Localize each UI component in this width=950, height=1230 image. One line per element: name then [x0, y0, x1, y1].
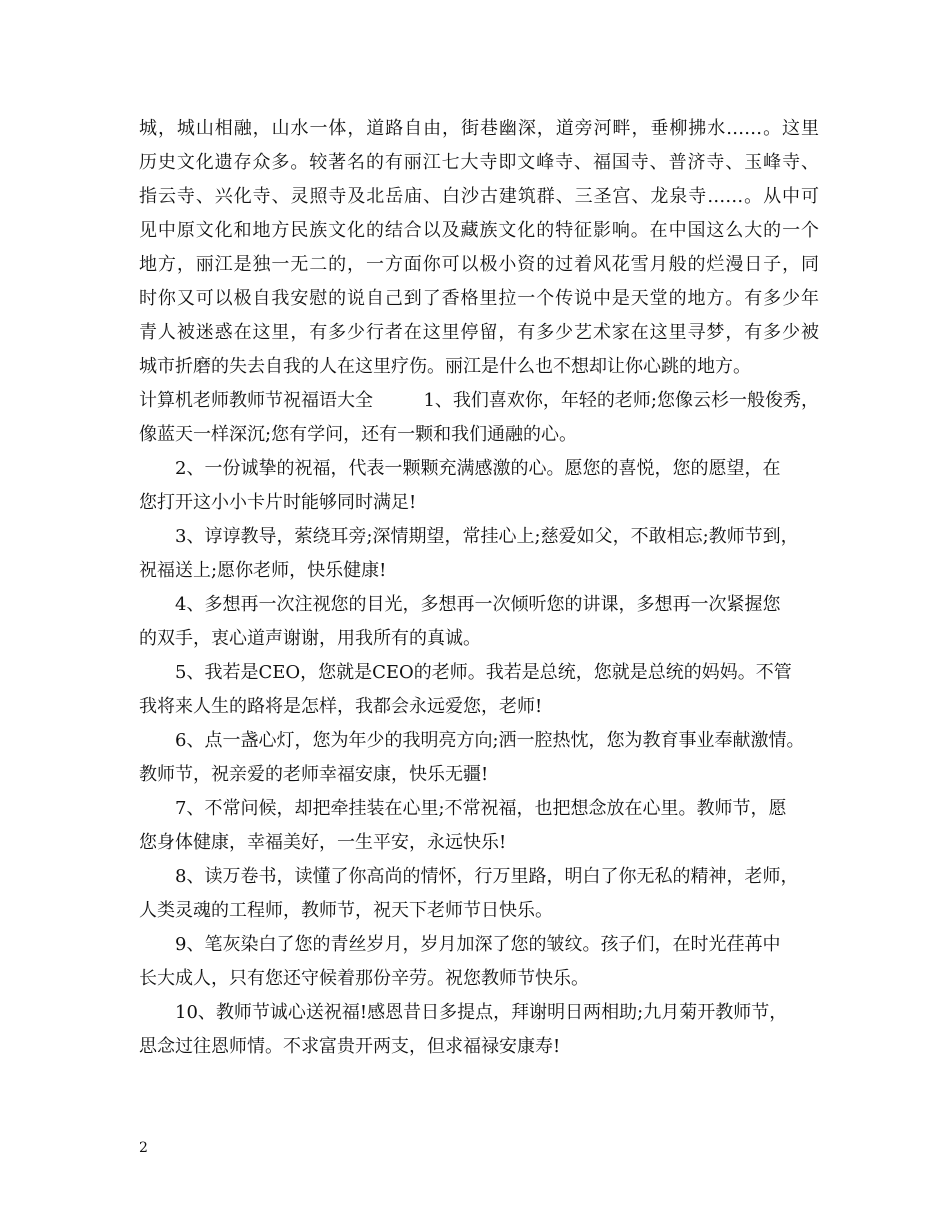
wish-item-4 [139, 588, 819, 656]
text-line: 青人被迷惑在这里，有多少行者在这里停留，有多少艺术家在这里寻梦，有多少被 [139, 322, 819, 343]
wish-line-first: 3、谆谆教导，萦绕耳旁;深情期望，常挂心上;慈爱如父，不敢相忘;教师节到， [175, 526, 799, 547]
wish-line-first: 8、读万卷书，读懂了你高尚的情怀，行万里路，明白了你无私的精神，老师， [175, 866, 799, 887]
intro-paragraph [139, 112, 819, 384]
wish-line-first: 7、不常问候，却把牵挂装在心里;不常祝福，也把想念放在心里。教师节，愿 [175, 798, 787, 819]
wish-line-second: 人类灵魂的工程师，教师节，祝天下老师节日快乐。 [139, 900, 553, 921]
section-title: 计算机老师教师节祝福语大全 [139, 390, 373, 411]
text-line: 城，城山相融，山水一体，道路自由，街巷幽深，道旁河畔，垂柳拂水……。这里 [139, 118, 819, 139]
text-line: 见中原文化和地方民族文化的结合以及藏族文化的特征影响。在中国这么大的一个 [139, 220, 819, 241]
wish-item-10 [139, 996, 819, 1064]
wish-text: 1、我们喜欢你，年轻的老师;您像云杉一般俊秀， [423, 390, 819, 411]
page-number: 2 [139, 1140, 148, 1156]
document-body [139, 112, 819, 1064]
text-line: 指云寺、兴化寺、灵照寺及北岳庙、白沙古建筑群、三圣宫、龙泉寺……。从中可 [139, 186, 819, 207]
text-line: 地方，丽江是独一无二的，一方面你可以极小资的过着风花雪月般的烂漫日子，同 [139, 254, 819, 275]
wish-line-first: 6、点一盏心灯，您为年少的我明亮方向;洒一腔热忱，您为教育事业奉献激情。 [175, 730, 805, 751]
wish-item-5 [139, 656, 819, 724]
wish-text: 像蓝天一样深沉;您有学问，还有一颗和我们通融的心。 [139, 424, 578, 445]
text-line: 城市折磨的失去自我的人在这里疗伤。丽江是什么也不想却让你心跳的地方。 [139, 356, 751, 377]
wish-line-second: 您打开这小小卡片时能够同时满足! [139, 492, 417, 513]
wish-line-first: 10、教师节诚心送祝福!感恩昔日多提点，拜谢明日两相助;九月菊开教师节， [175, 1002, 788, 1023]
wish-line-second: 祝福送上;愿你老师，快乐健康! [139, 560, 387, 581]
wish-item-7 [139, 792, 819, 860]
wish-line-second: 我将来人生的路将是怎样，我都会永远爱您，老师! [139, 696, 543, 717]
wish-item-9 [139, 928, 819, 996]
title-line [139, 384, 819, 418]
text-line: 时你又可以极自我安慰的说自己到了香格里拉一个传说中是天堂的地方。有多少年 [139, 288, 819, 309]
wish-line-second: 教师节，祝亲爱的老师幸福安康，快乐无疆! [139, 764, 489, 785]
wish-line-first: 4、多想再一次注视您的目光，多想再一次倾听您的讲课，多想再一次紧握您 [175, 594, 781, 615]
wish-item-1 [139, 384, 819, 452]
wish-list [139, 452, 819, 1064]
wish-line-first: 2、一份诚挚的祝福，代表一颗颗充满感激的心。愿您的喜悦，您的愿望，在 [175, 458, 781, 479]
wish-item-6 [139, 724, 819, 792]
wish-line-first: 9、笔灰染白了您的青丝岁月，岁月加深了您的皱纹。孩子们，在时光荏苒中 [175, 934, 781, 955]
wish-line-second: 思念过往恩师情。不求富贵开两支，但求福禄安康寿! [139, 1036, 561, 1057]
wish-line-second: 长大成人，只有您还守候着那份辛劳。祝您教师节快乐。 [139, 968, 589, 989]
wish-item-2 [139, 452, 819, 520]
wish-item-3 [139, 520, 819, 588]
wish-line-second: 您身体健康，幸福美好，一生平安，永远快乐! [139, 832, 507, 853]
wish-line-first: 5、我若是CEO，您就是CEO的老师。我若是总统，您就是总统的妈妈。不管 [175, 662, 792, 683]
text-line: 历史文化遗存众多。较著名的有丽江七大寺即文峰寺、福国寺、普济寺、玉峰寺、 [139, 152, 819, 173]
wish-item-8 [139, 860, 819, 928]
wish-line-second: 的双手，衷心道声谢谢，用我所有的真诚。 [139, 628, 481, 649]
